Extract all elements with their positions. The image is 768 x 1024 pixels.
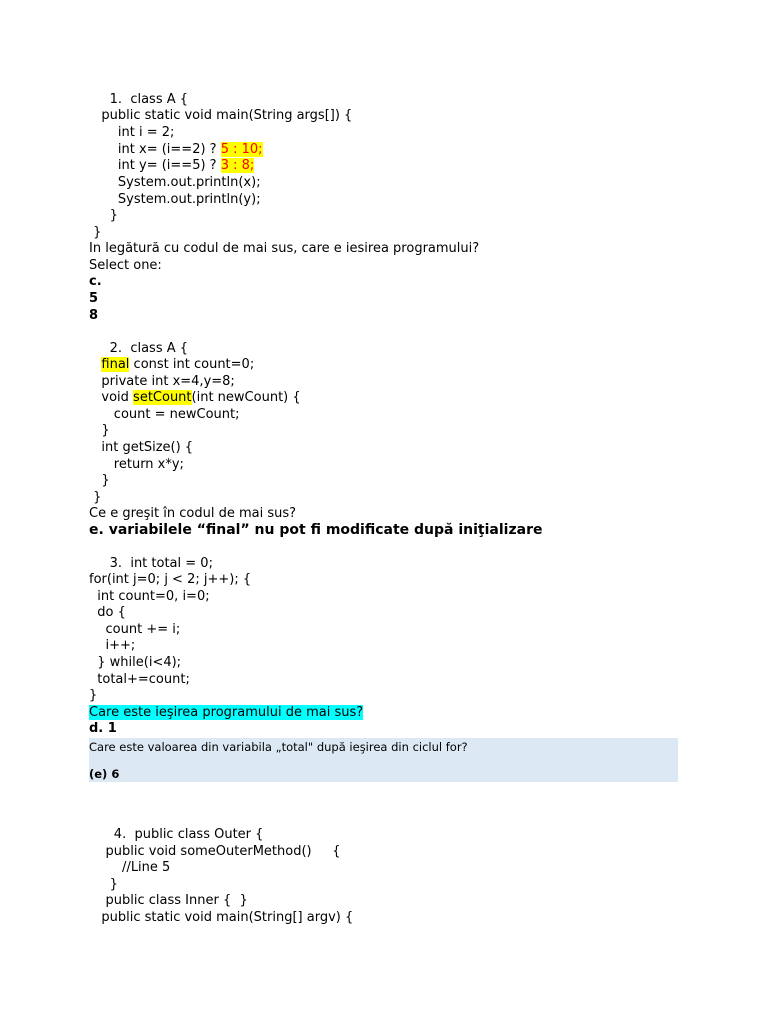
code-line: private int x=4,y=8; — [89, 374, 235, 389]
code-line: 2. class A { — [89, 341, 189, 356]
code-line: System.out.println(x); — [89, 175, 261, 190]
highlight-x-values: 5 : 10; — [220, 142, 263, 157]
code-line: 4. public class Outer { — [89, 827, 264, 842]
code-line: } — [89, 423, 110, 438]
code-line — [89, 390, 301, 406]
question-text — [89, 705, 363, 721]
code-line: return x*y; — [89, 457, 184, 472]
code-line: } — [89, 688, 98, 703]
question-text: In legătură cu codul de mai sus, care e iesirea programului? — [89, 241, 480, 256]
code-line: public class Inner { } — [89, 893, 248, 908]
code-line: } — [89, 473, 110, 488]
highlight-question: Care este ieşirea programului de mai sus? — [89, 705, 364, 720]
code-line: } — [89, 225, 102, 240]
code-line: i++; — [89, 638, 136, 653]
code-text: int y= (i==5) ? — [89, 158, 221, 173]
answer-text: e. variabilele “final” nu pot fi modificate după iniţializare — [89, 522, 543, 538]
code-text: void — [89, 390, 134, 405]
code-line: 1. class A { — [89, 92, 189, 107]
code-line: } — [89, 877, 118, 892]
code-line — [89, 357, 254, 373]
code-line: } — [89, 208, 118, 223]
code-line: for(int j=0; j < 2; j++); { — [89, 572, 252, 587]
select-label: Select one: — [89, 258, 162, 273]
code-line: public static void main(String[] argv) { — [89, 910, 354, 925]
answer-value: 5 — [89, 291, 99, 306]
code-line: int count=0, i=0; — [89, 589, 210, 604]
highlight-final: final — [101, 357, 130, 372]
code-text: const int count=0; — [129, 357, 255, 372]
code-line: public void someOuterMethod() { — [89, 844, 341, 859]
code-line: total+=count; — [89, 672, 190, 687]
code-line — [89, 158, 254, 174]
code-text: int x= (i==2) ? — [89, 142, 221, 157]
question-text: Ce e greşit în codul de mai sus? — [89, 506, 297, 521]
highlight-y-values: 3 : 8; — [220, 158, 255, 173]
code-line: do { — [89, 605, 126, 620]
answer-letter: c. — [89, 274, 102, 289]
code-line — [89, 142, 263, 158]
code-line: //Line 5 — [89, 860, 171, 875]
answer-value: 8 — [89, 308, 99, 323]
sub-answer-text: (e) 6 — [89, 767, 120, 781]
code-line: } while(i<4); — [89, 655, 182, 670]
code-line: } — [89, 490, 102, 505]
answer-text: d. 1 — [89, 721, 117, 736]
code-text: (int newCount) { — [191, 390, 301, 405]
code-line: public static void main(String args[]) { — [89, 108, 353, 123]
code-line: count = newCount; — [89, 407, 240, 422]
code-line: System.out.println(y); — [89, 192, 261, 207]
code-line: int i = 2; — [89, 125, 175, 140]
code-line: int getSize() { — [89, 440, 194, 455]
highlight-setcount: setCount — [133, 390, 192, 405]
sub-question-text: Care este valoarea din variabila „total" după ieşirea din ciclul for? — [89, 740, 468, 754]
code-line: 3. int total = 0; — [89, 556, 213, 571]
code-line: count += i; — [89, 622, 181, 637]
